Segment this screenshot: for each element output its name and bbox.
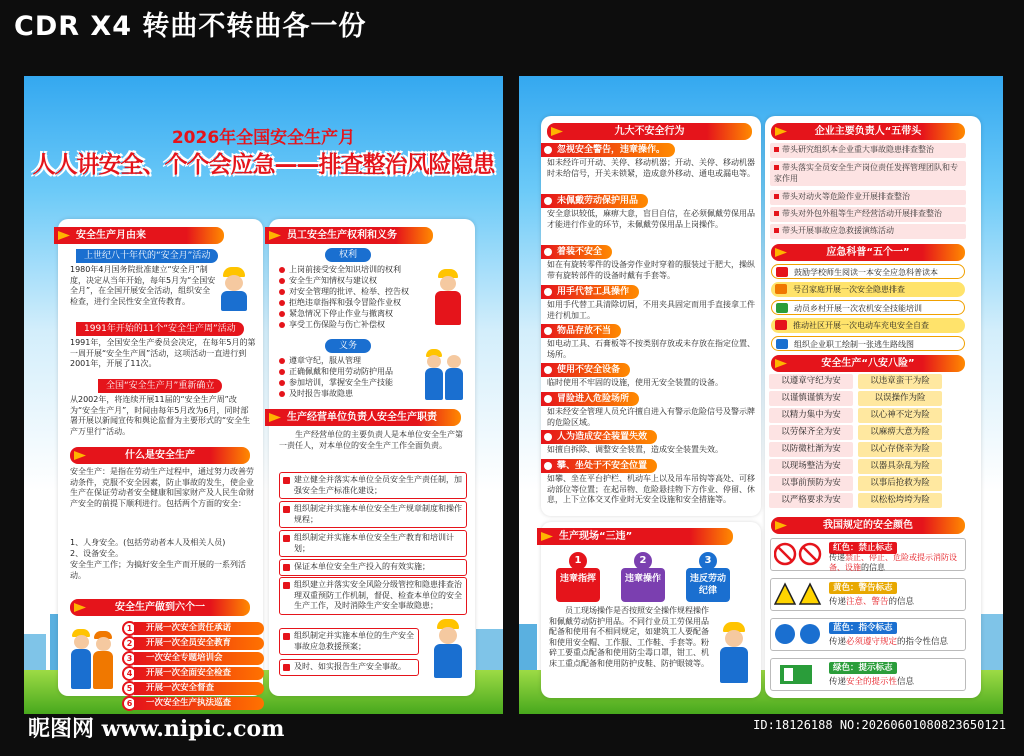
ba-safe-5: 以防微杜渐为安 (769, 442, 853, 457)
what-header: 什么是安全生产 (70, 447, 250, 464)
nine-item-3-text: 如在有旋转零件的设备旁作业时穿着的服装过于肥大，操纵带有旋转部件的设备时戴有手套等。 (547, 260, 755, 280)
ba-risk-6: 以器具杂乱为险 (858, 459, 942, 474)
six-item-5: 开展一次安全督查 (134, 682, 264, 695)
five-belt-header: 企业主要负责人“五带头 (771, 123, 965, 140)
ba-safe-2: 以谨慎谨慎为安 (769, 391, 853, 406)
nine-item-2-title: 未佩戴劳动保护用品 (541, 194, 648, 208)
leader-duty-7: 及时、如实报告生产安全事故。 (279, 659, 419, 676)
warning-icon (774, 582, 824, 607)
what-text3: 2、设备安全。 (70, 549, 124, 558)
six-num-6: 6 (122, 696, 137, 711)
color-row-red (770, 538, 966, 571)
ba-safe-6: 以现场整洁为安 (769, 459, 853, 474)
six-item-2: 开展一次全员安全教育 (134, 637, 264, 650)
duty-item: 参加培训，掌握安全生产技能 (279, 377, 419, 388)
five-one-item-2: 号召家庭开展一次安全隐患排查 (771, 282, 965, 297)
three-num-3: 3 (699, 552, 717, 570)
worker-illustration (216, 267, 252, 311)
five-one-item-3: 动员乡村开展一次农机安全技能培训 (771, 300, 965, 315)
duty-sub: 义务 (325, 339, 371, 353)
ba-an-header: 安全生产“八安八险” (771, 355, 965, 372)
nine-item-1-title: 忽视安全警告，违章操作。 (541, 143, 675, 157)
six-header: 安全生产做到六个一 (70, 599, 250, 616)
five-belt-item-2: 带头落实全员安全生产岗位责任发挥管理团队和专家作用 (770, 161, 966, 186)
five-belt-item-5: 带头开展事故应急救援演练活动 (770, 224, 966, 239)
handshake-illustration (419, 349, 469, 401)
rights-header: 员工安全生产权利和义务 (265, 227, 433, 244)
rights-sub: 权利 (325, 248, 371, 262)
what-text4: 安全生产工作；为搞好安全生产而开展的一系列活动。 (70, 560, 246, 580)
poster-left (24, 76, 503, 714)
nine-item-4-title: 用手代替工具操作 (541, 285, 639, 299)
ba-safe-8: 以严格要求为安 (769, 493, 853, 508)
color-row-yellow (770, 578, 966, 611)
color-desc-green: 传递安全的提示性信息 (829, 677, 915, 687)
rights-item: 紧急情况下停止作业与撤离权 (279, 308, 419, 319)
ba-risk-8: 以松松垮垮为险 (858, 493, 942, 508)
origin-header: 安全生产月由来 (54, 227, 224, 244)
duty-item: 及时报告事故隐患 (279, 388, 419, 399)
ba-safe-7: 以事前预防为安 (769, 476, 853, 491)
three-card (541, 522, 761, 698)
six-num-4: 4 (122, 666, 137, 681)
three-box-3: 违反劳动纪律 (686, 568, 730, 602)
five-one-item-4: 推动社区开展一次电动车充电安全自查 (771, 318, 965, 333)
five-one-item-5: 组织企业职工绘制一张逃生路线图 (771, 336, 965, 351)
nine-item-2-text: 安全意识较低，麻痹大意，盲目自信，在必须佩戴劳保用品才能进行作业的环节，未佩戴劳保用品上岗操作。 (547, 209, 755, 229)
nine-item-3-title: 着装不安全 (541, 245, 612, 259)
six-item-6: 一次安全生产执法巡查 (134, 697, 264, 710)
six-item-3: 一次安全专题培训会 (134, 652, 264, 665)
six-item-4: 开展一次全面安全检查 (134, 667, 264, 680)
nine-item-5-title: 物品存放不当 (541, 324, 621, 338)
origin-text1: 1980年4月国务院批准建立“安全月”制度，决定从当年开始，每年5月为“全国安全月”，在全国开展安全活动，组织安全检查，进行全民性安全宣传教育。 (70, 265, 216, 306)
leader-duty-6: 组织制定并实施本单位的生产安全事故应急救援预案； (279, 628, 419, 655)
color-desc-blue: 传递必须遵守规定的指令性信息 (829, 637, 949, 647)
color-label-red: 红色：禁止标志 (829, 542, 897, 554)
mandatory-icon (774, 622, 824, 647)
color-label-yellow: 黄色：警告标志 (829, 582, 897, 594)
ba-risk-3: 以心神不定为险 (858, 408, 942, 423)
nine-item-6-title: 使用不安全设备 (541, 363, 630, 377)
ba-risk-4: 以麻痹大意为险 (858, 425, 942, 440)
origin-text3: 从2002年，将连续开展11届的“安全生产周”改为“安全生产月”，时间由每年5月改为6月，同时部署开展以新闻宣传和舆论监督为主要形式的“安全生产万里行”活动。 (70, 395, 251, 436)
five-belt-item-1: 带头研究组织本企业重大事故隐患排查整治 (770, 143, 966, 158)
six-num-2: 2 (122, 636, 137, 651)
duty-list (279, 355, 419, 399)
origin-sub2: 1991年开始的11个“安全生产周”活动 (76, 322, 244, 336)
color-desc-yellow: 传递注意、警告的信息 (829, 597, 915, 607)
leader-duty-3: 组织制定并实施本单位安全生产教育和培训计划； (279, 530, 467, 557)
five-one-header: 应急科普“五个一” (771, 244, 965, 261)
nine-item-4-text: 如用手代替工具清除切屑，不用夹具固定而用手直接拿工件进行机加工。 (547, 300, 755, 320)
origin-sub1: 上世纪八十年代的“安全月”活动 (76, 249, 218, 263)
nine-card (541, 116, 761, 516)
six-num-5: 5 (122, 681, 137, 696)
leader-duty-1: 建立健全并落实本单位全员安全生产责任制，加强安全生产标准化建设； (279, 472, 467, 499)
ba-safe-3: 以精力集中为安 (769, 408, 853, 423)
exit-icon (774, 662, 824, 687)
origin-text2: 1991年，全国安全生产委员会决定，在每年5月的第一周开展“安全生产周”活动，这项活动一直进行到2001年，开展了11次。 (70, 338, 256, 368)
poster-right (519, 76, 1003, 714)
three-box-1: 违章指挥 (556, 568, 600, 602)
duty-item: 遵章守纪，服从管理 (279, 355, 419, 366)
nine-item-9-text: 如攀、坐在平台护栏、机动车上以及吊车吊钩等高处、可移动部位等位置；在起吊物、危险悬挂物下方作业、停留、休息，上下立体交叉作业时无安全设施和安全措施等。 (547, 474, 755, 504)
color-desc-red: 传递禁止、停止、危险或提示消防设备、设施的信息 (829, 553, 957, 572)
three-num-1: 1 (569, 552, 587, 570)
rights-item: 上岗前接受安全知识培训的权利 (279, 264, 419, 275)
ba-risk-7: 以事后抢救为险 (858, 476, 942, 491)
colors-header: 我国规定的安全颜色 (771, 517, 965, 534)
three-num-2: 2 (634, 552, 652, 570)
leader-duty-2: 组织制定并实施本单位安全生产规章制度和操作规程； (279, 501, 467, 528)
nine-item-7-title: 冒险进入危险场所 (541, 392, 639, 406)
three-text: 员工现场操作是否按照安全操作规程操作和佩戴劳动防护用品。不同行业员工劳保用品配备和使用有不相同规定，如建筑工人要配备和使用安全帽、工作服、工作鞋、手套等。粉碎工要重点配备和使用防尘毒口罩，钳工、机床工重点配备和使用防护皮鞋、防护眼镜等。 (549, 606, 709, 668)
color-row-green (770, 658, 966, 691)
ba-risk-1: 以违章蛮干为险 (858, 374, 942, 389)
ba-risk-2: 以误操作为险 (858, 391, 942, 406)
color-label-blue: 蓝色：指令标志 (829, 622, 897, 634)
nine-item-9-title: 攀、坐处于不安全位置 (541, 459, 657, 473)
year-title: 2026年全国安全生产月 (171, 128, 356, 148)
leader-duty-5: 组织建立并落实安全风险分级管控和隐患排查治理双重预防工作机制，督促、检查本单位的安全生产工作，及时消除生产安全事故隐患； (279, 577, 467, 615)
leader-duty-4: 保证本单位安全生产投入的有效实施； (279, 559, 467, 576)
left-column-card (58, 219, 263, 708)
nine-item-7-text: 如未经安全管理人员允许擅自进入有警示危险信号及警示牌的危险区域。 (547, 407, 755, 427)
prohibition-icon (774, 542, 824, 567)
worker-carrying-illustration (429, 269, 467, 327)
three-header: 生产现场“三违” (537, 528, 733, 545)
rights-item: 对安全管理的批评、检举、控告权 (279, 286, 419, 297)
nine-header: 九大不安全行为 (547, 123, 752, 140)
ba-safe-1: 以遵章守纪为安 (769, 374, 853, 389)
five-belt-item-4: 带头对外包外租等生产经营活动开展排查整治 (770, 207, 966, 222)
rights-list (279, 264, 419, 330)
five-one-item-1: 鼓励学校师生阅读一本安全应急科普读本 (771, 264, 965, 279)
three-box-2: 违章操作 (621, 568, 665, 602)
rights-item: 拒绝违章指挥和强令冒险作业权 (279, 297, 419, 308)
worker-illustration-right (715, 622, 753, 684)
document-title: CDR X4 转曲不转曲各一份 (14, 11, 367, 42)
nine-item-1-text: 如未经许可开动、关停、移动机器；开动、关停、移动机器时未给信号，开关未锁紧，造成意外移动、通电或漏电等。 (547, 158, 755, 178)
six-item-1: 开展一次安全责任承诺 (134, 622, 264, 635)
duty-item: 正确佩戴和使用劳动防护用品 (279, 366, 419, 377)
worker-thumbsup-illustration (429, 619, 467, 679)
main-slogan: 人人讲安全、个个会应急——排查整治风险隐患 (32, 152, 495, 178)
origin-sub3: 全国“安全生产月”重新确立 (98, 379, 222, 393)
nine-item-6-text: 临时使用不牢固的设施，使用无安全装置的设备。 (547, 378, 723, 387)
color-row-blue (770, 618, 966, 651)
leader-header: 生产经营单位负责人安全生产职责 (265, 409, 461, 426)
rights-item: 安全生产知情权与建议权 (279, 275, 419, 286)
ba-risk-5: 以心存侥幸为险 (858, 442, 942, 457)
watermark-site: 昵图网 www.nipic.com (28, 716, 285, 742)
right-column-card (269, 219, 475, 696)
rights-item: 享受工伤保险与伤亡补偿权 (279, 319, 419, 330)
what-text1: 安全生产：是指在劳动生产过程中，通过努力改善劳动条件，克服不安全因素，防止事故的发生，使企业生产在保证劳动者安全健康和国家财产及人民生命财产安全的前提下顺利进行。包括两个方面的安全： (70, 467, 254, 508)
watermark-id: ID:18126188 NO:20260601080823650121 (753, 718, 1006, 732)
six-num-3: 3 (122, 651, 137, 666)
nine-item-8-title: 人为造成安全装置失效 (541, 430, 657, 444)
five-belt-item-3: 带头对动火等危险作业开展排查整治 (770, 190, 966, 205)
nine-item-8-text: 如擅自拆除、调整安全装置，造成安全装置失效。 (547, 445, 723, 454)
leader-intro: 生产经营单位的主要负责人是本单位安全生产第一责任人，对本单位的安全生产工作全面负责。 (279, 430, 463, 450)
what-text2: 1、人身安全。(包括劳动者本人及相关人员) (70, 538, 226, 547)
six-list (24, 621, 282, 701)
nine-item-5-text: 如电动工具、石膏板等不按类别存放或未存放在指定位置、场所。 (547, 339, 755, 359)
ba-safe-4: 以劳保齐全为安 (769, 425, 853, 440)
six-num-1: 1 (122, 621, 137, 636)
color-label-green: 绿色：提示标志 (829, 662, 897, 674)
